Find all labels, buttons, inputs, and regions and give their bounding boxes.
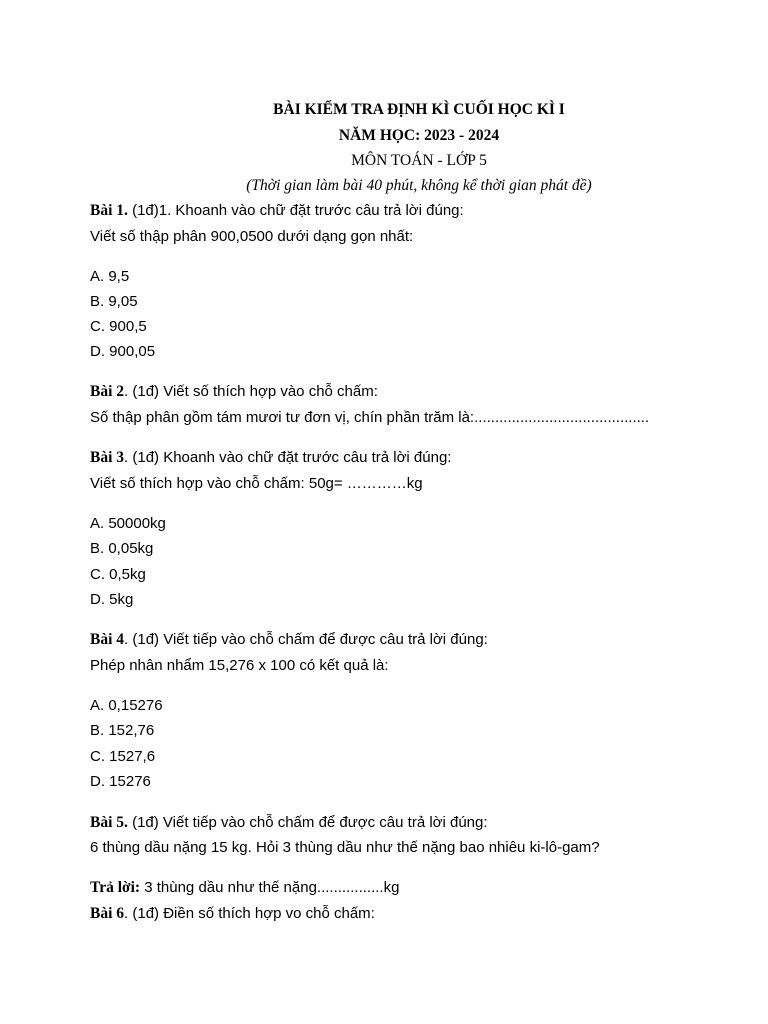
q1-option-a: A. 9,5 (90, 268, 130, 285)
q3-instruction: . (1đ) Khoanh vào chữ đặt trước câu trả lời đúng: (124, 449, 452, 466)
q4-option-a: A. 0,15276 (90, 697, 163, 714)
time-note: (Thời gian làm bài 40 phút, không kể thời gian phát đề) (246, 177, 592, 194)
subject-line: MÔN TOÁN - LỚP 5 (351, 152, 487, 169)
q3-question: Viết số thích hợp vào chỗ chấm: 50g= …………kg (90, 475, 423, 492)
q3-option-a: A. 50000kg (90, 515, 166, 532)
q2-heading (90, 383, 378, 401)
q5-instruction: (1đ) Viết tiếp vào chỗ chấm để được câu trả lời đúng: (127, 814, 488, 831)
q1-question: Viết số thập phân 900,0500 dưới dạng gọn nhất: (90, 228, 414, 245)
q1-option-b: B. 9,05 (90, 293, 138, 310)
q1-option-c: C. 900,5 (90, 318, 147, 335)
q2-label: Bài 2 (90, 383, 125, 400)
q3-option-d: D. 5kg (90, 591, 134, 608)
q4-instruction: . (1đ) Viết tiếp vào chỗ chấm để được câu trả lời đúng: (124, 631, 488, 648)
exam-title: BÀI KIỂM TRA ĐỊNH KÌ CUỐI HỌC KÌ I (273, 101, 565, 118)
q4-option-b: B. 152,76 (90, 722, 155, 739)
q5-answer-label: Trả lời: (90, 879, 141, 896)
q1-instruction: (1đ)1. Khoanh vào chữ đặt trước câu trả lời đúng: (127, 202, 464, 219)
q6-instruction: . (1đ) Điền số thích hợp vo chỗ chấm: (124, 905, 375, 922)
q3-heading (90, 449, 451, 467)
q6-label: Bài 6 (90, 905, 125, 922)
q1-label: Bài 1. (90, 202, 128, 219)
q5-question: 6 thùng dầu nặng 15 kg. Hỏi 3 thùng dầu như thế nặng bao nhiêu ki-lô-gam? (90, 839, 600, 856)
q4-option-d: D. 15276 (90, 773, 151, 790)
q4-heading (90, 631, 488, 649)
q5-heading (90, 814, 488, 832)
q4-question: Phép nhân nhẩm 15,276 x 100 có kết quả là: (90, 657, 389, 674)
q2-instruction: . (1đ) Viết số thích hợp vào chỗ chấm: (124, 383, 378, 400)
q6-heading (90, 905, 375, 923)
q5-label: Bài 5. (90, 814, 128, 831)
q1-heading (90, 202, 464, 220)
q5-answer (90, 879, 399, 897)
q5-answer-text: 3 thùng dầu như thế nặng................kg (140, 879, 400, 896)
q4-option-c: C. 1527,6 (90, 748, 156, 765)
q1-option-d: D. 900,05 (90, 343, 156, 360)
q3-label: Bài 3 (90, 449, 125, 466)
q2-question: Số thập phân gồm tám mươi tư đơn vị, chín phần trăm là:.......................................... (90, 409, 650, 426)
q3-option-c: C. 0,5kg (90, 566, 146, 583)
q4-label: Bài 4 (90, 631, 125, 648)
school-year: NĂM HỌC: 2023 - 2024 (338, 127, 500, 144)
q3-option-b: B. 0,05kg (90, 540, 154, 557)
